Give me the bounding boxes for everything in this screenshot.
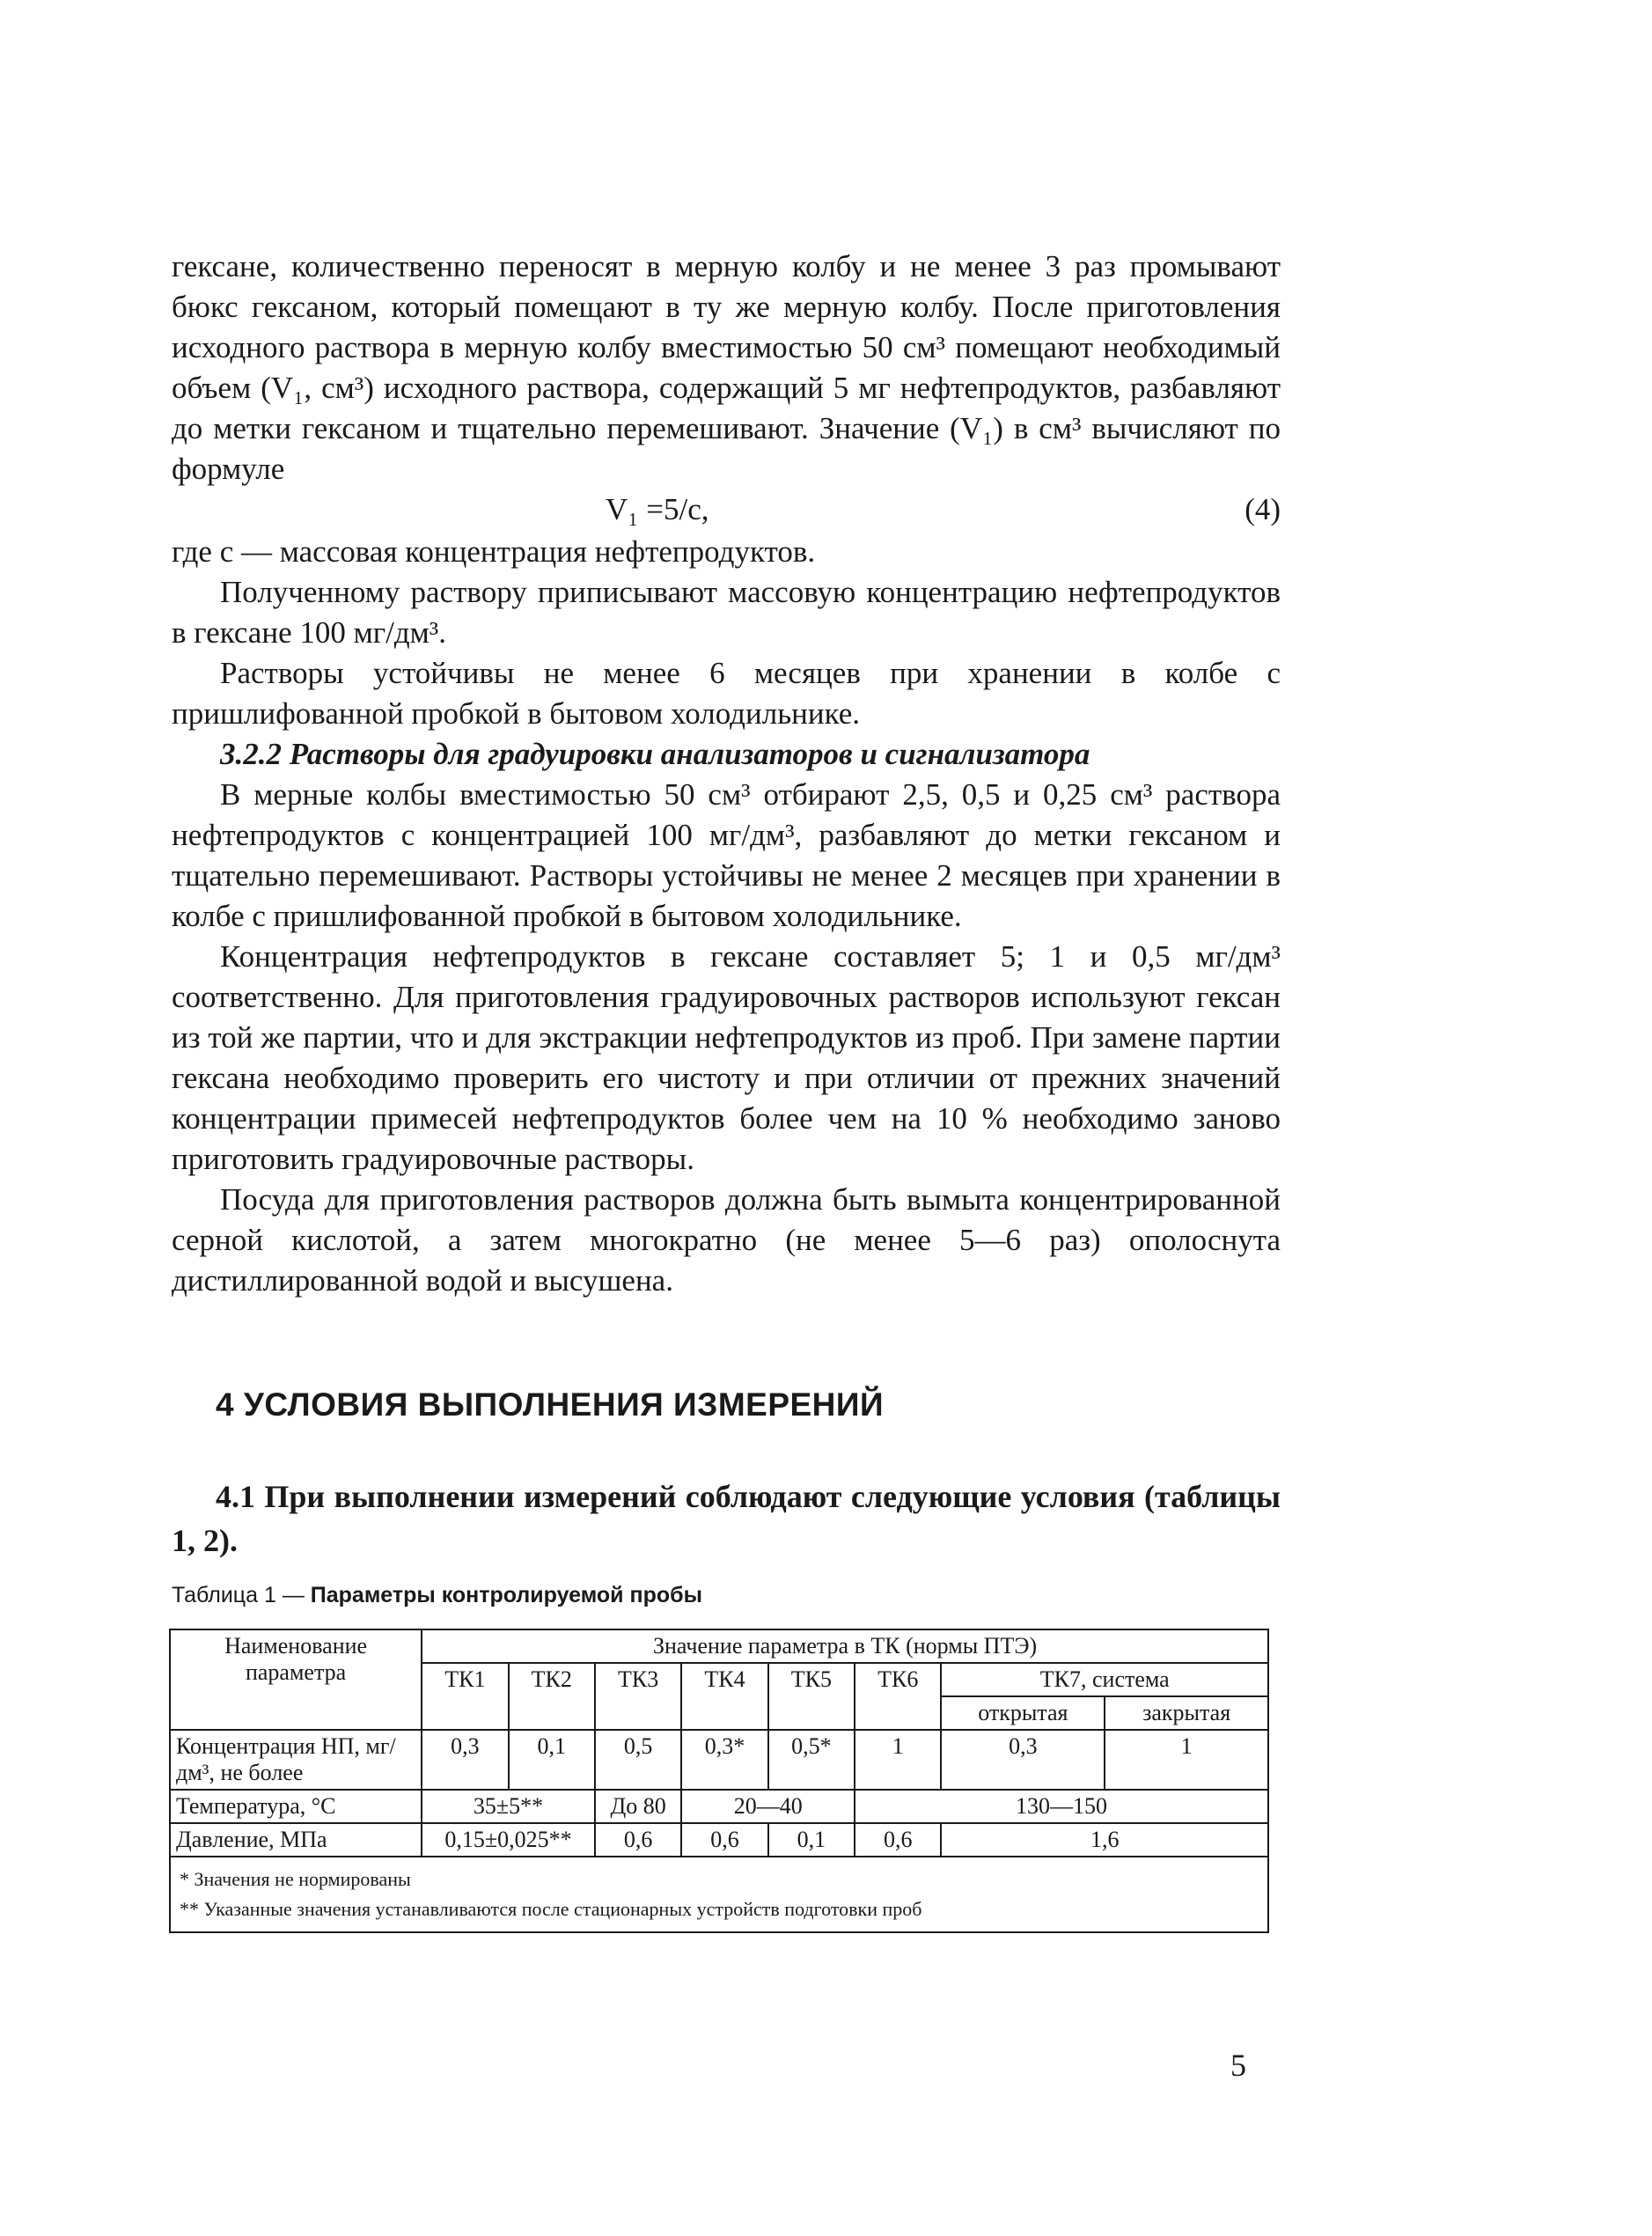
table-cell: 0,3 [941,1730,1105,1790]
table-cell: 1,6 [941,1823,1268,1857]
table-notes-row [170,1857,1268,1932]
table-caption [172,1583,702,1608]
table-cell: 130—150 [855,1790,1268,1823]
page-number: 5 [1230,2048,1246,2083]
paragraph-stability: Растворы устойчивы не менее 6 месяцев при хранении в колбе с пришлифованной пробкой в бытовом холодильнике. [172,656,1281,731]
subsection-heading: 3.2.2 Растворы для градуировки анализаторов и сигнализатора [220,737,1090,771]
table-row-temperature [170,1790,1268,1823]
table-row-concentration [170,1730,1268,1790]
table-cell: 1 [855,1730,941,1790]
table-caption-prefix: Таблица 1 — [172,1583,311,1607]
header-value-cell: Значение параметра в ТК (нормы ПТЭ) [422,1629,1268,1663]
section-heading: 4 УСЛОВИЯ ВЫПОЛНЕНИЯ ИЗМЕРЕНИЙ [216,1386,885,1423]
clause-4-1: 4.1 При выполнении измерений соблюдают следующие условия (таблицы 1, 2). [172,1479,1281,1558]
header-tk7-closed: закрытая [1105,1696,1268,1730]
paragraph-flasks: В мерные колбы вместимостью 50 см³ отбирают 2,5, 0,5 и 0,25 см³ раствора нефтепродуктов с концентрацией 100 мг/дм³, разбавляют до метки гексаном и тщательно перемешивают. Растворы устойчивы не менее 2 месяцев при хранении в колбе с пришлифованной пробкой в бытовом холодильнике. [172,777,1281,933]
paragraph-continuation: гексане, количественно переносят в мерную колбу и не менее 3 раз промывают бюкс гексаном, который помещают в ту же мерную колбу. После приготовления исходного раствора в мерную колбу вместимостью 50 см³ помещают необходимый объем (V₁, см³) исходного раствора, содержащий 5 мг нефтепродуктов, разбавляют до метки гексаном и тщательно перемешивают. Значение (V₁) в см³ вычисляют по формуле [172,249,1281,486]
table-cell: 0,6 [855,1823,941,1857]
table-cell: 0,6 [681,1823,767,1857]
table-cell: 0,15±0,025** [422,1823,595,1857]
header-tk3: ТК3 [595,1663,681,1730]
header-param-cell: Наименование параметра [170,1629,422,1730]
table-cell: До 80 [595,1790,681,1823]
header-tk7: ТК7, система [941,1663,1268,1696]
table-cell: 35±5** [422,1790,595,1823]
header-tk2: ТК2 [509,1663,595,1730]
table-cell: 0,5 [595,1730,681,1790]
body-text [172,246,1281,1301]
paragraph-concentration: Полученному раствору приписывают массовую концентрацию нефтепродуктов в гексане 100 мг/дм³. [172,575,1281,650]
row-label-pressure: Давление, МПа [170,1823,422,1857]
table-cell: 0,1 [768,1823,855,1857]
table-cell: 0,6 [595,1823,681,1857]
header-tk1: ТК1 [422,1663,508,1730]
table-note-1: * Значения не нормированы [180,1868,411,1890]
paragraph-where: где с — массовая концентрация нефтепродуктов. [172,534,816,569]
header-tk4: ТК4 [681,1663,767,1730]
row-label-temperature: Температура, °С [170,1790,422,1823]
header-tk5: ТК5 [768,1663,855,1730]
table-row-pressure [170,1823,1268,1857]
table-cell: 0,5* [768,1730,855,1790]
table-cell: 0,3 [422,1730,508,1790]
paragraph-glassware: Посуда для приготовления растворов должна быть вымыта концентрированной серной кислотой, а затем многократно (не менее 5—6 раз) ополоснута дистиллированной водой и высушена. [172,1182,1281,1298]
table-caption-title: Параметры контролируемой пробы [310,1583,702,1607]
header-tk6: ТК6 [855,1663,941,1730]
formula-number: (4) [1245,492,1281,526]
formula-row [172,489,1281,532]
paragraph-hexane: Концентрация нефтепродуктов в гексане составляет 5; 1 и 0,5 мг/дм³ соответственно. Для приготовления градуировочных растворов используют гексан из той же партии, что и для экстракции нефтепродуктов из проб. При замене партии гексана необходимо проверить его чистоту и при отличии от прежних значений концентрации примесей нефтепродуктов более чем на 10 % необходимо заново приготовить градуировочные растворы. [172,939,1281,1176]
table-cell: 20—40 [681,1790,855,1823]
parameters-table [169,1629,1269,1933]
table-cell: 0,3* [681,1730,767,1790]
table-header-row [170,1629,1268,1663]
table-note-2: ** Указанные значения устанавливаются после стационарных устройств подготовки проб [180,1898,922,1920]
header-tk7-open: открытая [941,1696,1105,1730]
formula: V₁ =5/с, [606,492,709,526]
table-notes [170,1857,1268,1932]
table-cell: 0,1 [509,1730,595,1790]
row-label-concentration: Концентрация НП, мг/дм³, не более [170,1730,422,1790]
table-cell: 1 [1105,1730,1268,1790]
